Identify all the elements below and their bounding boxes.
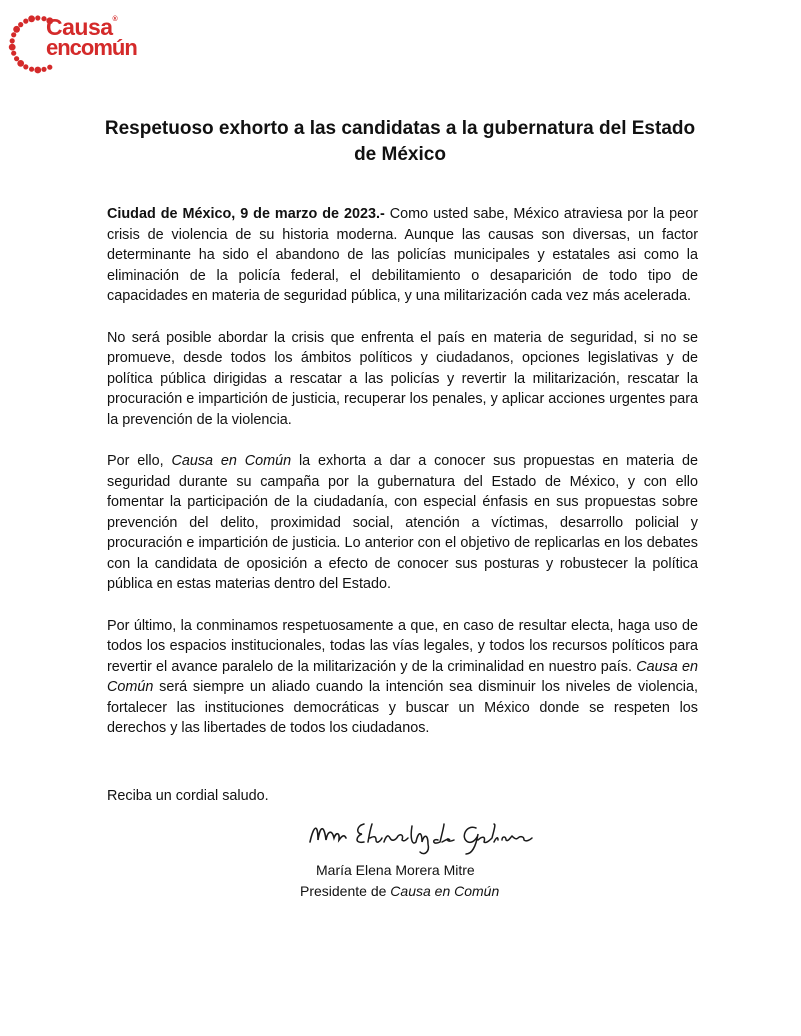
registered-mark: ®: [112, 16, 118, 23]
logo-dot: [28, 15, 35, 22]
paragraph-1: [107, 204, 698, 307]
closing-greeting: Reciba un cordial saludo.: [107, 787, 269, 804]
paragraph-2: No será posible abordar la crisis que enfrenta el país en materia de seguridad, si no se promueve, desde todos los ámbitos políticos y ciudadanos, opciones legislativas y de política pública dirigidas a rescatar a las policías y revertir la militarización, rescatar la procuración e impartición de justicia, recuperar los penales, y aplicar acciones urgentes para la prevención de la violencia.: [107, 329, 698, 428]
logo-dot: [29, 67, 34, 72]
causa-en-comun-logo: [6, 2, 146, 86]
signer-org: Causa en Común: [390, 883, 500, 899]
paragraph-4-rest: será siempre un aliado cuando la intención sea disminuir los niveles de violencia, fortalecer las instituciones democráticas y buscar un México donde se respeten los derechos y las libertades de todos los ciudadanos.: [107, 679, 699, 736]
logo-line2: encomún: [46, 35, 137, 60]
signature-image: [306, 812, 536, 858]
logo-dot: [13, 26, 20, 33]
signer-role-prefix: Presidente de: [300, 883, 387, 899]
logo-dot: [18, 22, 23, 27]
dateline: Ciudad de México, 9 de marzo de 2023.-: [107, 206, 385, 222]
logo-dot: [35, 15, 40, 20]
paragraph-1-text: Como usted sabe, México atraviesa por la peor crisis de violencia de su historia moderna. Aunque las causas son diversas, un factor determinante ha sido el abandono de las policías municipales y estatales asi como la eliminación de la policía federal, el debilitamiento o desaparición de todo tipo de capacidades en materia de seguridad pública, y una militarización cada vez más acelerada.: [107, 206, 698, 304]
logo-dot: [34, 67, 41, 74]
paragraph-4: [107, 616, 698, 739]
signer-name: María Elena Morera Mitre: [316, 862, 475, 878]
letter-title: Respetuoso exhorto a las candidatas a la gubernatura del Estado de México: [104, 118, 696, 165]
logo-dot: [9, 44, 16, 51]
handwritten-signature: [306, 812, 536, 863]
signer-role: [300, 881, 520, 902]
logo-dot: [14, 56, 19, 61]
logo-dot: [23, 19, 28, 24]
paragraph-4-start: Por último, la conminamos respetuosamente a que, en caso de resultar electa, haga uso de todos los espacios institucionales, todas las vías legales, y todos los recursos políticos para revertir el avance paralelo de la militarización y de la criminalidad en nuestro país.: [107, 617, 698, 675]
logo-dot: [41, 67, 46, 72]
logo-line1: Causa: [46, 14, 113, 40]
logo-wordmark: [46, 16, 137, 59]
paragraph-3-start: Por ello,: [107, 453, 164, 469]
logo-dot: [47, 65, 52, 70]
logo-dot: [11, 32, 16, 37]
letter-body: [107, 204, 698, 827]
logo-dot: [17, 60, 24, 67]
org-name: Causa en Común: [107, 658, 698, 695]
logo-dot: [11, 51, 16, 56]
paragraph-3-rest: la exhorta a dar a conocer sus propuestas en materia de seguridad durante su campaña por la gubernatura del Estado de México, y con ello fomentar la participación de la ciudadanía, con especial énfasis en sus propuestas sobre prevención del delito, proximidad social, atención a víctimas, desarrollo policial y procuración e impartición de justicia. Lo anterior con el objetivo de replicarlas en los debates con la candidata de oposición a efecto de conocer sus posturas y robustecer la política pública en estas materias dentro del Estado.: [107, 453, 698, 592]
logo-dot: [23, 64, 28, 69]
logo-dot: [10, 38, 15, 43]
signature-block: [300, 860, 520, 902]
paragraph-3: [107, 451, 698, 595]
org-name: Causa en Común: [171, 453, 292, 469]
